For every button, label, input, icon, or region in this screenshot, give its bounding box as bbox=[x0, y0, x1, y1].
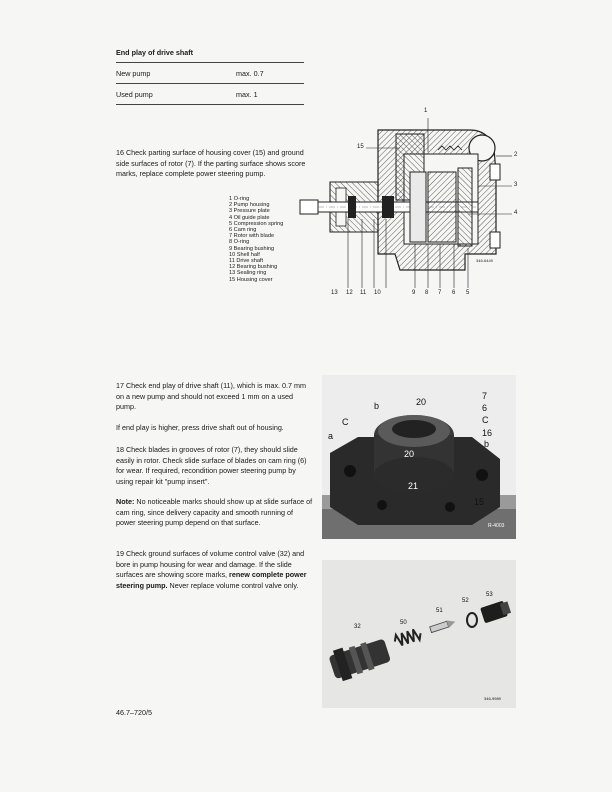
callout-2: 2 bbox=[514, 152, 518, 158]
callout-4: 4 bbox=[514, 210, 518, 216]
photo-code: 346-9989 bbox=[484, 696, 501, 701]
photo-label: 53 bbox=[486, 592, 493, 598]
divider bbox=[116, 104, 304, 105]
callout-12: 12 bbox=[346, 290, 353, 296]
photo-label: 16 bbox=[482, 428, 493, 438]
callout-15: 15 bbox=[357, 144, 364, 150]
step-19-text-after: Never replace volume control valve only. bbox=[167, 580, 299, 590]
legend-item: 2 Pump housing bbox=[229, 202, 270, 209]
callout-11: 11 bbox=[360, 290, 367, 296]
photo-label: 52 bbox=[462, 598, 469, 604]
pump-section-drawing bbox=[290, 104, 530, 300]
legend-item: 15 Housing cover bbox=[229, 276, 273, 283]
photo-label: 50 bbox=[400, 620, 407, 626]
callout-13: 13 bbox=[331, 290, 338, 296]
photo-label: C bbox=[342, 417, 349, 427]
step-16-text: 16 Check parting surface of housing cover (15) and ground side surfaces of rotor (7). If the parting surface shows score marks, replace complete power steering pump. bbox=[116, 148, 306, 179]
page-reference: 46.7–720/5 bbox=[116, 708, 152, 717]
legend-item: 10 Shell half bbox=[229, 251, 260, 258]
legend-item: 5 Compression spring bbox=[229, 220, 284, 227]
photo-label: 21 bbox=[408, 481, 419, 491]
drawing-code: 346-6449 bbox=[476, 258, 493, 263]
legend-item: 6 Cam ring bbox=[229, 227, 257, 234]
divider bbox=[116, 62, 304, 63]
photo-label: b bbox=[374, 401, 380, 411]
legend-item: 8 O-ring bbox=[229, 239, 250, 246]
legend-item: 9 Bearing bushing bbox=[229, 245, 275, 252]
step-19-text bbox=[116, 549, 314, 591]
callout-9: 9 bbox=[412, 290, 416, 296]
divider bbox=[116, 83, 304, 84]
table-row-label: New pump bbox=[116, 69, 151, 78]
photo-label: 6 bbox=[482, 403, 488, 413]
table-row-label: Used pump bbox=[116, 90, 153, 99]
photo-label: b bbox=[484, 439, 490, 449]
table-row-value: max. 1 bbox=[236, 90, 258, 99]
step-17-text: 17 Check end play of drive shaft (11), which is max. 0.7 mm on a new pump and should not exceed 1 mm on a used pump. bbox=[116, 381, 307, 412]
note-label: Note: bbox=[116, 497, 135, 506]
callout-3: 3 bbox=[514, 182, 518, 188]
photo-code: R-4003 bbox=[488, 523, 505, 529]
valve-parts-photo bbox=[322, 560, 516, 708]
diagram-legend bbox=[229, 196, 283, 283]
photo-label: 51 bbox=[436, 608, 443, 614]
photo-label: 7 bbox=[482, 391, 488, 401]
photo-label: 15 bbox=[474, 497, 485, 507]
step-19-text-before: 19 Check ground surfaces of volume control valve (32) and bore in pump housing for wear and damage. If the slide surfaces are showing score marks, bbox=[116, 549, 305, 580]
legend-item: 3 Pressure plate bbox=[229, 208, 270, 215]
legend-item: 7 Rotor with blade bbox=[229, 233, 275, 240]
legend-item: 12 Bearing bushing bbox=[229, 264, 278, 271]
legend-item: 4 Oil guide plate bbox=[229, 214, 270, 221]
callout-6: 6 bbox=[452, 290, 456, 296]
note-paragraph bbox=[116, 497, 314, 529]
step-19-text-bold: renew complete power steering pump. bbox=[116, 570, 307, 590]
callout-8: 8 bbox=[425, 290, 429, 296]
legend-item: 1 O-ring bbox=[229, 196, 250, 202]
callout-10: 10 bbox=[374, 290, 381, 296]
table-row-value: max. 0.7 bbox=[236, 69, 264, 78]
step-18-text: 18 Check blades in grooves of rotor (7), they should slide easily in rotor. Check slide surface of blades on cam ring (6) for wear. If required, recondition power steering pump by using repair kit "pump insert". bbox=[116, 445, 307, 486]
photo-label: C bbox=[482, 415, 489, 425]
callout-1: 1 bbox=[424, 108, 428, 114]
legend-item: 11 Drive shaft bbox=[229, 258, 264, 265]
spec-table-title: End play of drive shaft bbox=[116, 48, 194, 57]
valve-parts-illustration bbox=[322, 560, 516, 708]
callout-7: 7 bbox=[438, 290, 442, 296]
photo-label: 32 bbox=[354, 624, 361, 630]
legend-item: 13 Sealing ring bbox=[229, 270, 267, 277]
photo-label: 20 bbox=[416, 397, 427, 407]
photo-label: 20 bbox=[404, 449, 415, 459]
pump-rotor-photo bbox=[322, 375, 516, 539]
callout-5: 5 bbox=[466, 290, 470, 296]
photo-label: a bbox=[328, 431, 334, 441]
step-17-note: If end play is higher, press drive shaft out of housing. bbox=[116, 423, 284, 432]
note-text: No noticeable marks should show up at slide surface of cam ring, since delivery capacity and smooth running of power steering pump depend on that surface. bbox=[116, 497, 313, 528]
